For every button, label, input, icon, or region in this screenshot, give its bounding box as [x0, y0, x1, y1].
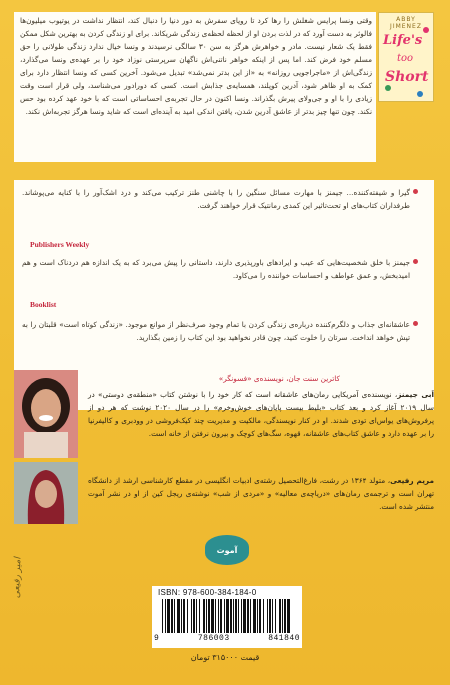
barcode-bar	[206, 599, 207, 633]
barcode-bar	[215, 599, 216, 633]
barcode-bar	[171, 599, 173, 633]
translator-bio-text: ، متولد ۱۳۶۴ در رشت، فارغ‌التحصیل رشته‌ی ادبیات انگلیسی در مقطع کارشناسی ارشد از دانشگاه تهران است و ترجمه‌ی رمان‌های «دریاچه‌ی معالیه» و «مردی از شب» نوشته‌ی ریجل کین از او در نشر آموت منتشر شده است.	[88, 476, 434, 511]
barcode-bar	[282, 599, 283, 633]
review-source: Publishers Weekly	[30, 240, 90, 249]
barcode-bar	[193, 599, 195, 633]
barcode-bar	[238, 599, 239, 633]
barcode-digit-group: 841840	[268, 634, 300, 643]
author-bio-text: ، نویسنده‌ی آمریکایی رمان‌های عاشقانه است که کار خود را با نوشتن کتاب «منطقه‌ی دوستی» در سال ۲۰۱۹ آغاز کرد و بعد کتاب «بلیط بیست پایان‌های خوش‌وخرم» را در سال ۲۰۲۰ نوشت که هر دو از پرفروش‌های یواس‌ای تودی شدند. او در کنار نویسندگی، مالکیت و مدیریت چند کیک‌فروشی در وودبری و کالیفرنیا را بر عهده دارد و عاشق کتاب‌های عاشقانه، قهوه، سگ‌های کوچک و بیرون نرفتن از خانه است.	[88, 390, 434, 438]
bullet-icon	[413, 259, 418, 264]
author-bio	[88, 388, 434, 440]
thumbnail-title-line2: too	[397, 53, 414, 64]
decor-dot	[417, 91, 423, 97]
isbn-text: ISBN: 978-600-384-184-0	[158, 588, 257, 597]
bullet-icon	[413, 189, 418, 194]
barcode-bar	[243, 599, 246, 633]
barcode-bar	[257, 599, 258, 633]
barcode-bar	[233, 599, 234, 633]
barcode-bar	[226, 599, 229, 633]
decor-dot	[423, 27, 429, 33]
review-text: جیمنز با خلق شخصیت‌هایی که عیب و ایرادهای باورپذیری دارند، داستانی را پیش می‌برد که به یک اندازه هم دردناک است و هم امیدبخش، و عمق عواطف و احساسات خواننده را می‌کاود.	[22, 258, 410, 280]
barcode-bar	[208, 599, 210, 633]
translator-photo	[14, 462, 78, 524]
barcode-digit-group: 786003	[197, 634, 230, 643]
author-name: اَبی جیمنز	[397, 390, 434, 399]
decor-dot	[385, 85, 391, 91]
barcode-bar	[272, 599, 273, 633]
barcode	[152, 586, 302, 648]
barcode-bar	[241, 599, 242, 633]
barcode-bar	[224, 599, 225, 633]
review-text: گیرا و شیفته‌کننده... جیمنز با مهارت مسائل سنگین را با چاشنی طنز ترکیب می‌کند و درد اشک‌آور را با کنایه می‌پوشاند. طرفداران کتاب‌های او تحت‌تاثیر این کمدی رمانتیک قرار خواهند گرفت.	[22, 188, 410, 210]
barcode-bar	[247, 599, 249, 633]
price: قیمت ۳۱۵۰۰۰ تومان	[190, 653, 260, 662]
designer-signature: امیر رفیعی	[12, 556, 24, 599]
barcode-bar	[275, 599, 276, 633]
barcode-bar	[279, 599, 281, 633]
barcode-bar	[187, 599, 188, 633]
translator-bio	[88, 474, 434, 513]
barcode-bar	[284, 599, 286, 633]
barcode-digit-group: 9	[154, 634, 160, 643]
barcode-bar	[199, 599, 200, 633]
barcode-bar	[235, 599, 237, 633]
barcode-bar	[259, 599, 261, 633]
review-1	[22, 186, 426, 212]
barcode-bar	[211, 599, 214, 633]
barcode-bar	[250, 599, 251, 633]
thumbnail-author: ABBY JIMENEZ	[390, 16, 422, 30]
review-3	[22, 318, 426, 344]
publisher-logo-text: آموت	[216, 545, 238, 555]
barcode-bars	[162, 599, 292, 633]
thumbnail-title-line3: Short	[385, 69, 429, 85]
barcode-number	[154, 634, 300, 643]
review-2	[22, 256, 426, 282]
barcode-bar	[191, 599, 192, 633]
bullet-icon	[413, 321, 418, 326]
barcode-bar	[174, 599, 175, 633]
barcode-bar	[230, 599, 232, 633]
barcode-bar	[220, 599, 222, 633]
barcode-bar	[162, 599, 163, 633]
barcode-bar	[167, 599, 170, 633]
barcode-bar	[196, 599, 197, 633]
barcode-bar	[177, 599, 180, 633]
barcode-bar	[253, 599, 256, 633]
barcode-bar	[263, 599, 264, 633]
barcode-bar	[218, 599, 219, 633]
review-attribution: کاترین سنت جان، نویسنده‌ی «فسونگر»	[218, 374, 340, 383]
barcode-bar	[287, 599, 290, 633]
translator-name: مریم رفیعی	[390, 476, 434, 485]
book-cover-thumbnail	[378, 12, 434, 102]
barcode-bar	[267, 599, 268, 633]
barcode-bar	[203, 599, 205, 633]
synopsis-text: وقتی ونسا پرایس شغلش را رها کرد تا رویای سفرش به دور دنیا را دنبال کند، انتظار نداشت در یوتیوب میلیون‌ها فالوئر به دست آورد که در لذت بردن او از لحظه لحظه‌ی زندگی شریکاند. برای او زندگی کردن به بهترین شکل ممکن فقط یک شعار نیست. مادر و خواهرش هرگز به سن ۳۰ سالگی نرسیدند و ونسا خیال ندارد زندگی طولانی را حق مسلم خود فرض کند. اما پس از اینکه خواهر ناتنی‌اش ناگهان سرپرستی نوزاد خود را بر عهده‌ی ونسا می‌گذارد، زندگی‌اش از «ماجراجویی روزانه» به «از این بدتر نمی‌شد» تبدیل می‌شود. آخرین کسی که ونسا انتظار دارد برای کمک به او ظاهر شود، آدرین کوپلند، همسایه‌ی جذابش است. کسی که دورادور می‌شناسد، ولی قرار است وقت زیادی را با او و جی‌ولای پیرش بگذراند. ونسا اکنون در حال تجربه‌ی احساساتی است که با خود عهد کرده بود حس نکند. چون تنها چیز بدتر از عاشق آدرین شدن، یافتن اندکی امید به آینده‌ای است که شاید ونسا هرگز تجربه‌اش نکند.	[20, 16, 372, 116]
author-photo	[14, 370, 78, 458]
barcode-bar	[165, 599, 166, 633]
barcode-bar	[269, 599, 271, 633]
thumbnail-title-line1: Life's	[383, 33, 423, 48]
barcode-bar	[183, 599, 185, 633]
publisher-logo	[205, 535, 249, 565]
review-text: عاشقانه‌ای جذاب و دلگرم‌کننده درباره‌ی زندگی کردن با تمام وجود صرف‌نظر از موانع موجود. «زندگی کوتاه است» قلبتان را به تپش خواهد انداخت. سرتان را خلوت کنید، چون قادر نخواهید بود این کتاب را زمین بگذارید.	[22, 320, 410, 342]
review-source: Booklist	[30, 300, 57, 309]
barcode-bar	[181, 599, 182, 633]
